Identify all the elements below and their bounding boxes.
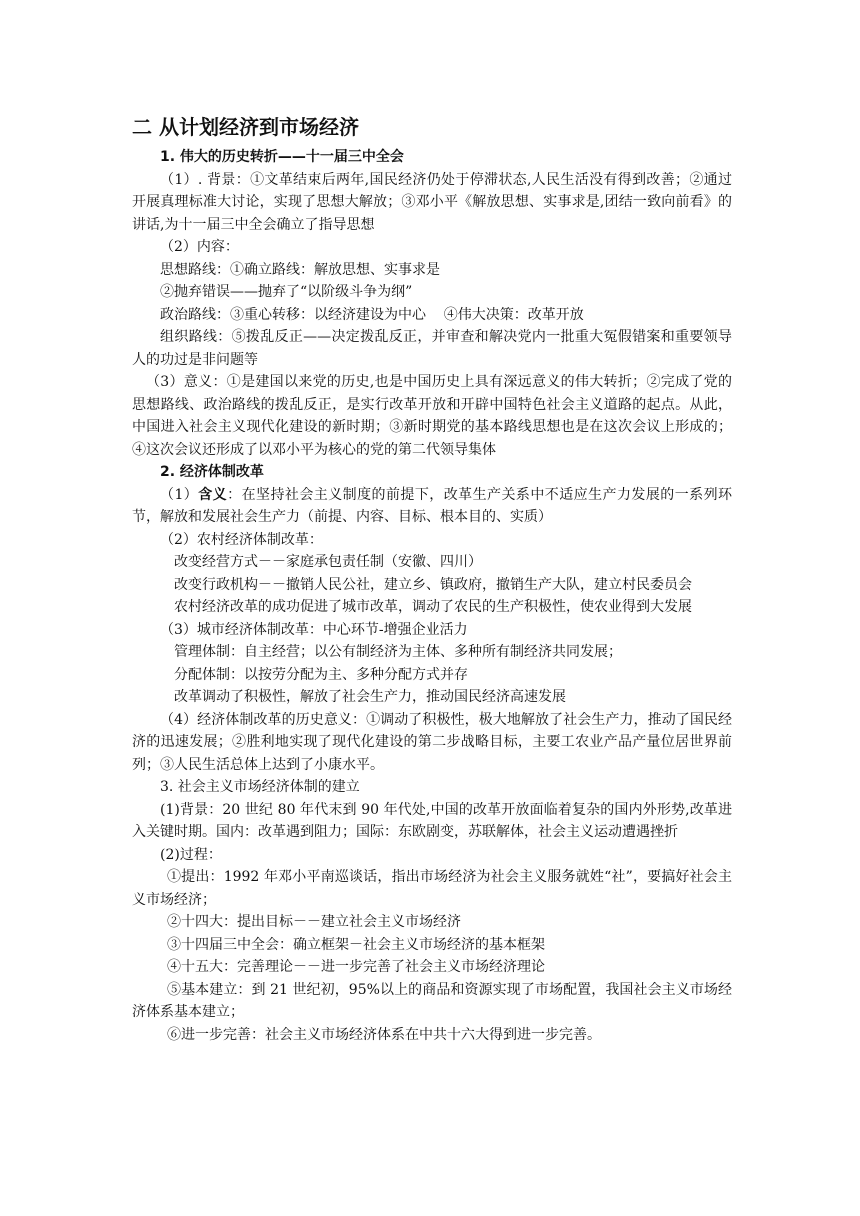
section-1-background: （1）. 背景：①文革结束后两年,国民经济仍处于停滞状态,人民生活没有得到改善；②通过开展真理标准大讨论，实现了思想大解放；③邓小平《解放思想、实事求是,团结一致向前看》的讲话,为十一届三中全会确立了指导思想 bbox=[132, 171, 732, 233]
definition-text: ：在坚持社会主义制度的前提下，改革生产关系中不适应生产力发展的一系列环节，解放和发展社会生产力（前提、内容、目标、根本目的、实质） bbox=[132, 486, 733, 525]
section-3-heading: 3. 社会主义市场经济体制的建立 bbox=[160, 779, 360, 795]
political-line: 政治路线：③重心转移：以经济建设为中心 ④伟大决策：改革开放 bbox=[160, 306, 584, 323]
section-2-definition bbox=[132, 484, 732, 529]
rural-reform-item-1: 改变经营方式－－家庭承包责任制（安徽、四川） bbox=[174, 554, 482, 570]
page-title: 二 从计划经济到市场经济 bbox=[132, 115, 359, 139]
process-step-6: ⑥进一步完善：社会主义市场经济体系在中共十六大得到进一步完善。 bbox=[167, 1026, 601, 1043]
document-body bbox=[132, 112, 732, 1046]
section-2-heading: 2. 经济体制改革 bbox=[160, 464, 264, 480]
definition-prefix: （1） bbox=[160, 486, 199, 503]
section-1-content-label: （2）内容： bbox=[160, 239, 239, 255]
urban-reform-item-1: 管理体制：自主经营；以公有制经济为主体、多种所有制经济共同发展； bbox=[174, 644, 622, 660]
process-step-1: ①提出：1992 年邓小平南巡谈话，指出市场经济为社会主义服务就姓“社”，要搞好社会主义市场经济； bbox=[132, 869, 732, 908]
urban-reform-label: （3）城市经济体制改革：中心环节-增强企业活力 bbox=[160, 621, 468, 638]
process-step-3: ③十四届三中全会：确立框架－社会主义市场经济的基本框架 bbox=[167, 936, 545, 953]
section-1-meaning: （3）意义：①是建国以来党的历史,也是中国历史上具有深远意义的伟大转折；②完成了党的思想路线、政治路线的拨乱反正，是实行改革开放和开辟中国特色社会主义道路的起点。从此，中国进入社会主义现代化建设的新时期；③新时期党的基本路线思想也是在这次会议上形成的；④这次会议还形成了以邓小平为核心的党的第二代领导集体 bbox=[132, 374, 732, 458]
urban-reform-item-3: 改革调动了积极性，解放了社会生产力，推动国民经济高速发展 bbox=[174, 689, 566, 705]
rural-reform-item-3: 农村经济改革的成功促进了城市改革，调动了农民的生产积极性，使农业得到大发展 bbox=[174, 599, 692, 615]
abandon-line: ②抛弃错误——抛弃了“以阶级斗争为纲” bbox=[160, 284, 413, 300]
process-label: (2)过程： bbox=[160, 846, 222, 863]
thought-line: 思想路线：①确立路线：解放思想、实事求是 bbox=[160, 261, 440, 278]
rural-reform-item-2: 改变行政机构－－撤销人民公社，建立乡、镇政府，撤销生产大队，建立村民委员会 bbox=[174, 576, 692, 593]
process-step-4: ④十五大：完善理论－－进一步完善了社会主义市场经济理论 bbox=[167, 959, 545, 975]
section-1-heading: 1. 伟大的历史转折——十一届三中全会 bbox=[160, 149, 404, 165]
organization-line: 组织路线：⑤拨乱反正——决定拨乱反正，并审查和解决党内一批重大冤假错案和重要领导人的功过是非问题等 bbox=[132, 329, 732, 368]
urban-reform-item-2: 分配体制：以按劳分配为主、多种分配方式并存 bbox=[174, 666, 468, 683]
reform-significance: （4）经济体制改革的历史意义：①调动了积极性，极大地解放了社会生产力，推动了国民经济的迅速发展；②胜利地实现了现代化建设的第二步战略目标，主要工农业产品产量位居世界前列；③人民生活总体上达到了小康水平。 bbox=[132, 711, 732, 773]
process-step-2: ②十四大：提出目标－－建立社会主义市场经济 bbox=[167, 914, 461, 930]
process-step-5: ⑤基本建立：到 21 世纪初，95%以上的商品和资源实现了市场配置，我国社会主义市场经济体系基本建立； bbox=[132, 981, 732, 1020]
definition-label: 含义 bbox=[198, 486, 228, 503]
rural-reform-label: （2）农村经济体制改革： bbox=[160, 531, 323, 548]
section-3-background: (1)背景：20 世纪 80 年代末到 90 年代处,中国的改革开放面临着复杂的国内外形势,改革进入关键时期。国内：改革遇到阻力；国际：东欧剧变，苏联解体，社会主义运动遭遇挫折 bbox=[132, 801, 732, 840]
